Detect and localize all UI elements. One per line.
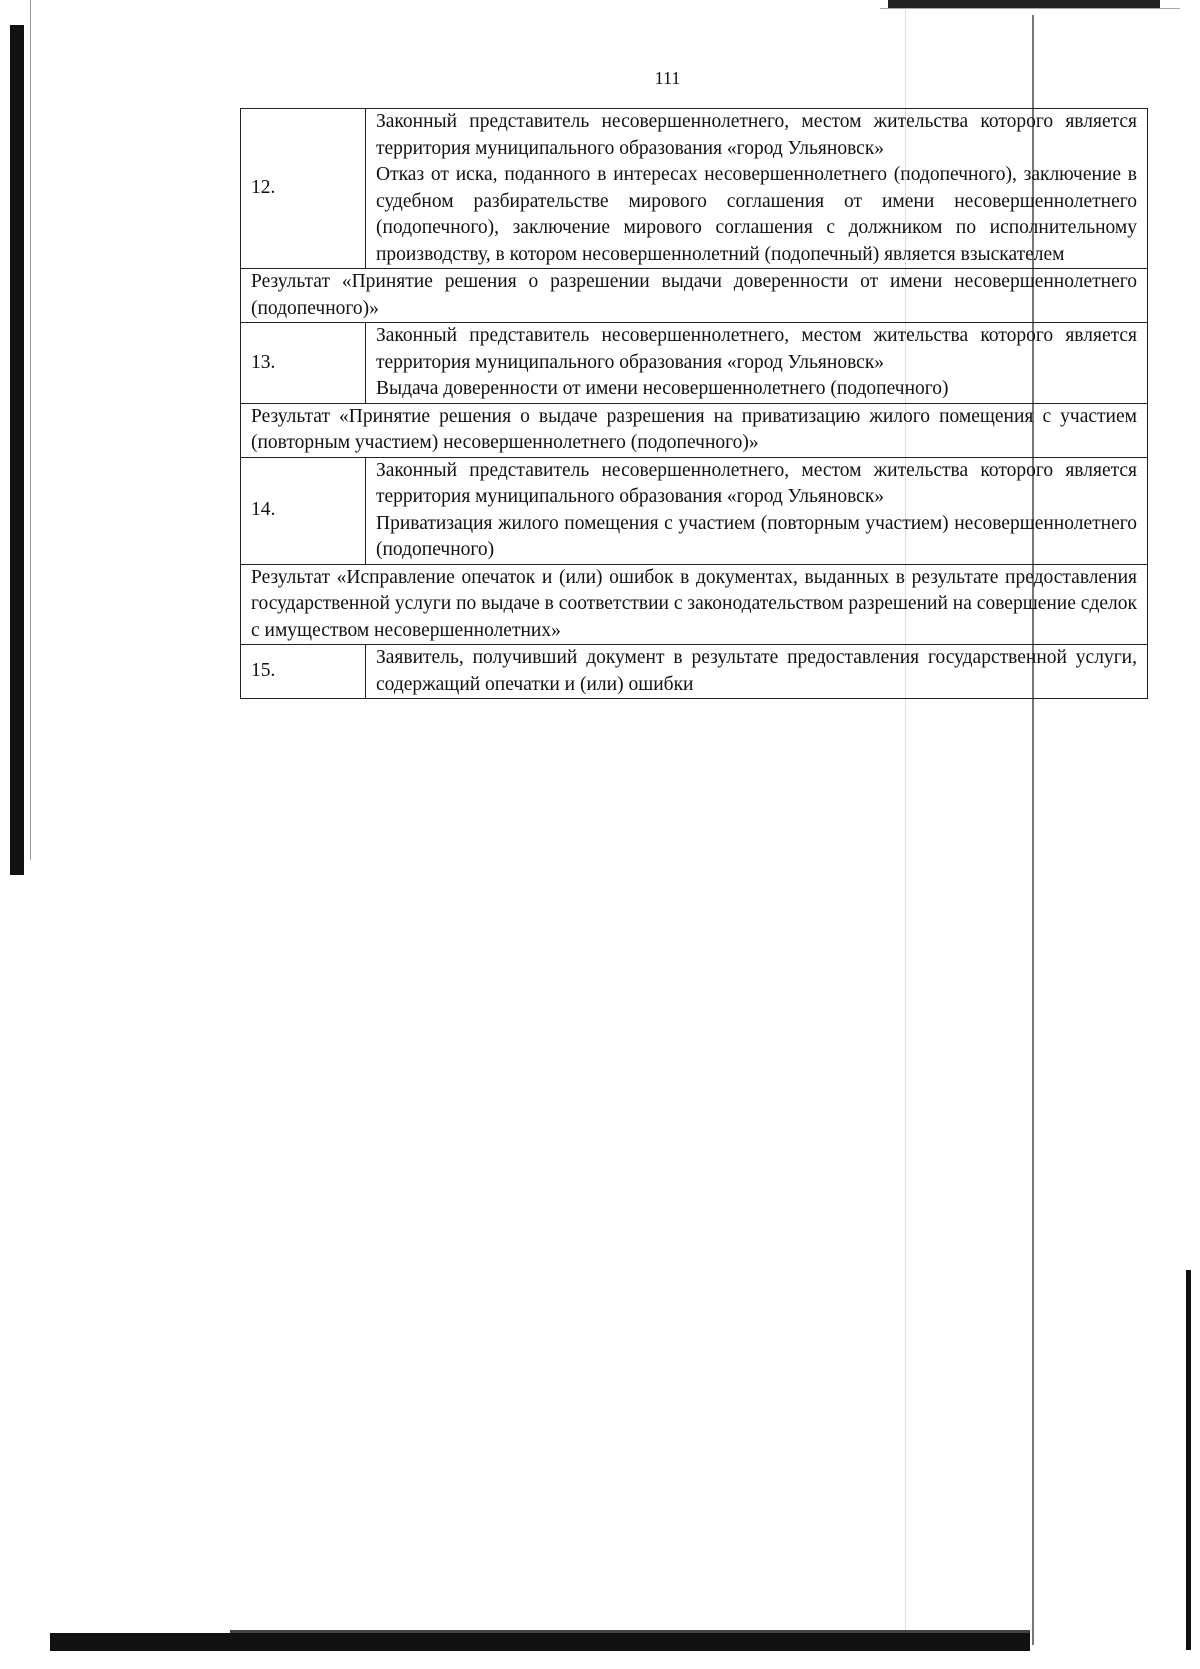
result-text xyxy=(241,403,1148,457)
scan-border-left xyxy=(10,25,24,875)
row-number: 15. xyxy=(241,645,366,699)
row-content xyxy=(366,109,1148,269)
description-text: Выдача доверенности от имени несовершеннолетнего (подопечного) xyxy=(376,378,949,399)
services-table xyxy=(240,108,1148,699)
result-text-content: Результат «Исправление опечаток и (или) ошибок в документах, выданных в результате предоставления государственной услуги по выдаче в соответствии с законодательством разрешений на совершение сделок с имуществом несовершеннолетних» xyxy=(251,566,1137,641)
row-content xyxy=(366,645,1148,699)
applicant-text: Законный представитель несовершеннолетнего, местом жительства которого является территория муниципального образования «город Ульяновск» xyxy=(376,111,1137,159)
result-text xyxy=(241,564,1148,645)
scan-line-left xyxy=(30,0,31,860)
table-row-15 xyxy=(241,645,1148,699)
row-number: 14. xyxy=(241,457,366,564)
table-row-result xyxy=(241,269,1148,323)
row-content xyxy=(366,457,1148,564)
scan-border-right xyxy=(1186,1270,1191,1650)
page-number: 111 xyxy=(654,68,681,88)
applicant-text: Заявитель, получивший документ в результате предоставления государственной услуги, содержащий опечатки и (или) ошибки xyxy=(376,647,1137,695)
table-row-result xyxy=(241,564,1148,645)
table-row-result xyxy=(241,403,1148,457)
description-text: Отказ от иска, поданного в интересах несовершеннолетнего (подопечного), заключение в судебном разбирательстве мирового соглашения от имени несовершеннолетнего (подопечного), заключение мирового соглашения с должником по исполнительному производству, в котором несовершеннолетний (подопечный) является взыскателем xyxy=(376,164,1137,265)
table-row-12 xyxy=(241,109,1148,269)
result-text-content: Результат «Принятие решения о разрешении выдачи доверенности от имени несовершеннолетнего (подопечного)» xyxy=(251,271,1137,319)
table-row-13 xyxy=(241,323,1148,404)
scan-border-bottom xyxy=(50,1633,1030,1651)
applicant-text: Законный представитель несовершеннолетнего, местом жительства которого является территория муниципального образования «город Ульяновск» xyxy=(376,325,1137,373)
scan-line-top xyxy=(880,8,1180,9)
scan-border-top xyxy=(888,0,1160,8)
row-content xyxy=(366,323,1148,404)
row-number: 12. xyxy=(241,109,366,269)
description-text: Приватизация жилого помещения с участием (повторным участием) несовершеннолетнего (подопечного) xyxy=(376,512,1137,560)
row-number: 13. xyxy=(241,323,366,404)
result-text-content: Результат «Принятие решения о выдаче разрешения на приватизацию жилого помещения с участием (повторным участием) несовершеннолетнего (подопечного)» xyxy=(251,405,1137,453)
result-text xyxy=(241,269,1148,323)
applicant-text: Законный представитель несовершеннолетнего, местом жительства которого является территория муниципального образования «город Ульяновск» xyxy=(376,459,1137,507)
table-row-14 xyxy=(241,457,1148,564)
